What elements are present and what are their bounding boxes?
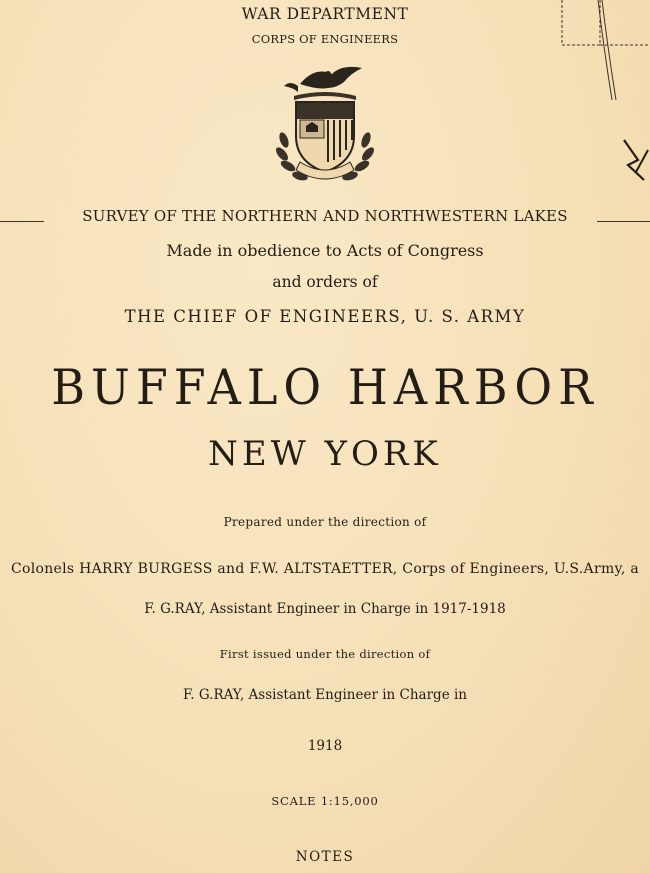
chart-subtitle: NEW YORK	[208, 434, 442, 474]
map-fragment	[540, 0, 650, 200]
orders-line: and orders of	[272, 273, 378, 291]
corps-heading: CORPS OF ENGINEERS	[251, 32, 399, 46]
corps-seal-icon	[270, 62, 380, 190]
engineer-line-1: F. G.RAY, Assistant Engineer in Charge in 1917-1918	[144, 601, 506, 617]
made-line: Made in obedience to Acts of Congress	[166, 241, 484, 260]
engineer-line-2: F. G.RAY, Assistant Engineer in Charge in	[183, 687, 467, 703]
scale-line: SCALE 1:15,000	[271, 794, 379, 808]
first-issued-line: First issued under the direction of	[219, 647, 431, 661]
survey-heading: SURVEY OF THE NORTHERN AND NORTHWESTERN LAKES	[82, 207, 568, 225]
colonels-line: Colonels HARRY BURGESS and F.W. ALTSTAETTER, Corps of Engineers, U.S.Army, a	[10, 561, 640, 577]
notes-heading: NOTES	[295, 849, 355, 865]
chief-line: THE CHIEF OF ENGINEERS, U. S. ARMY	[124, 307, 526, 326]
department-heading: WAR DEPARTMENT	[241, 5, 409, 23]
year-line: 1918	[307, 738, 343, 754]
chart-title: BUFFALO HARBOR	[51, 358, 599, 416]
prepared-line: Prepared under the direction of	[223, 515, 427, 529]
